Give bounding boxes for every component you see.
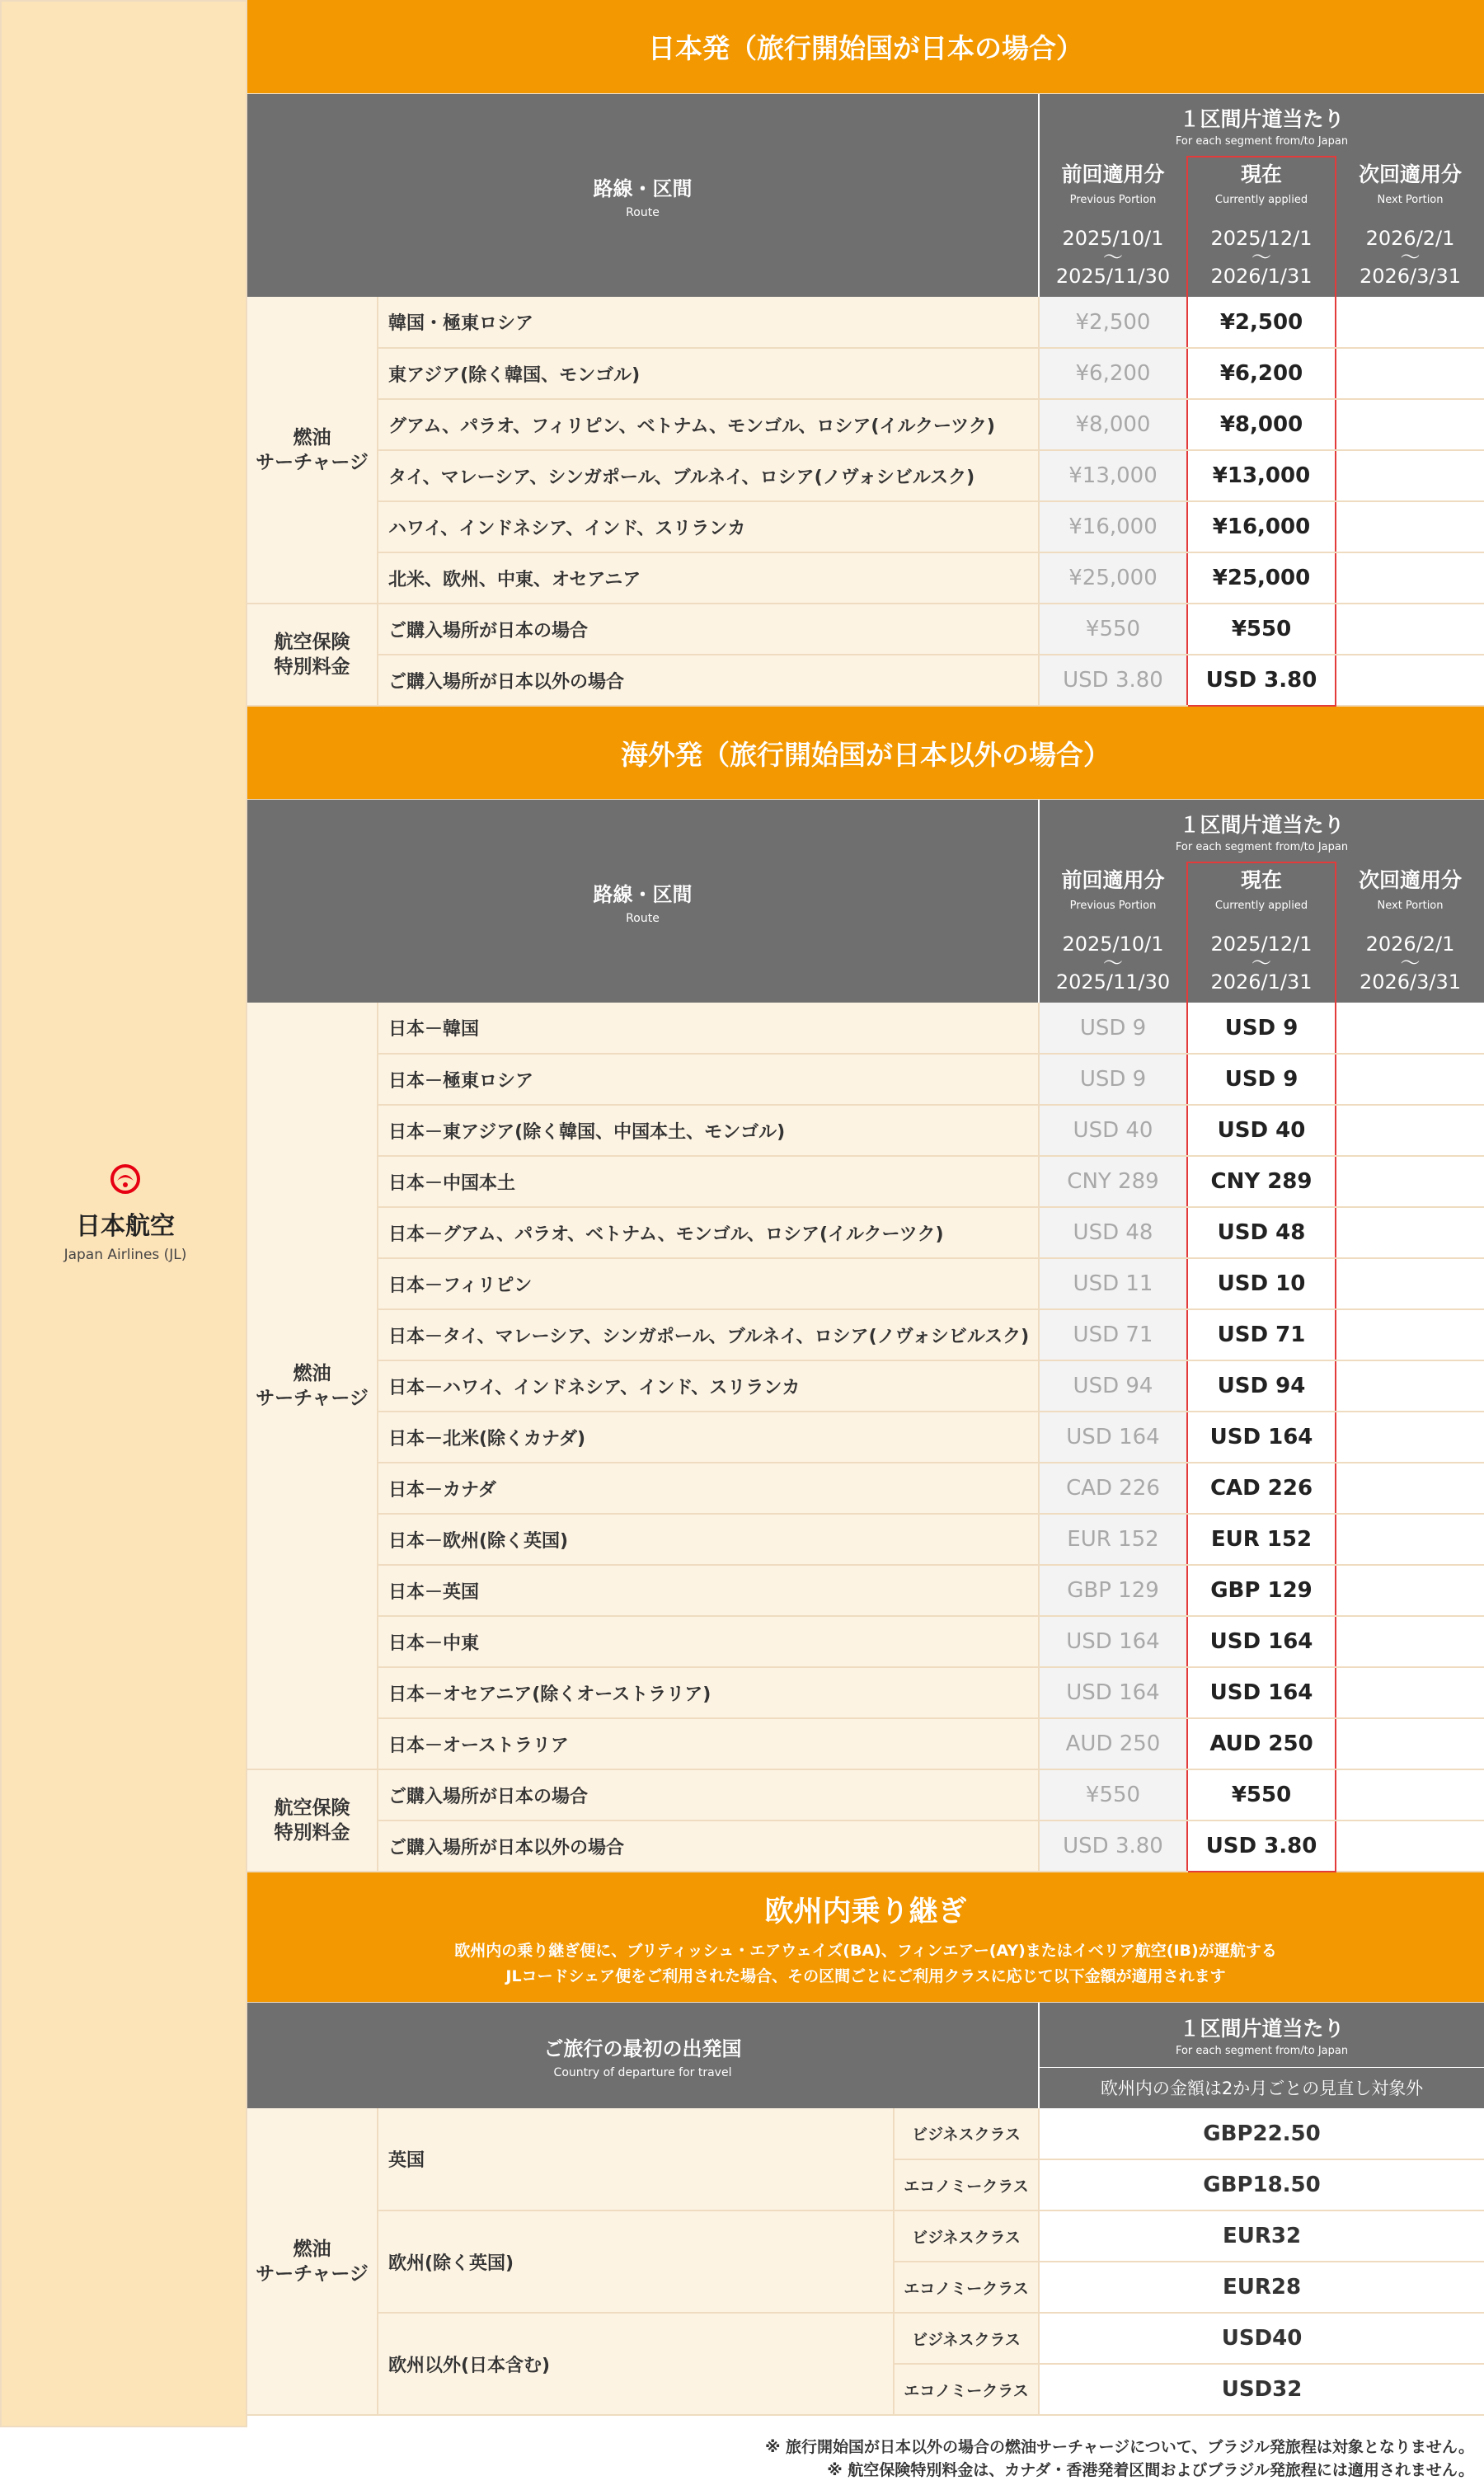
table-row	[247, 450, 1484, 501]
next-amount	[1336, 604, 1484, 655]
table-row	[247, 1360, 1484, 1412]
insurance-fee-label: 航空保険 特別料金	[247, 1769, 378, 1872]
segment-header	[1039, 94, 1484, 157]
section-title-europe-connection	[247, 1872, 1484, 2003]
crane-logo-icon	[109, 1163, 142, 1199]
previous-amount: ¥8,000	[1039, 399, 1187, 450]
next-amount	[1336, 297, 1484, 348]
previous-amount: USD 40	[1039, 1105, 1187, 1156]
current-amount: USD 9	[1187, 1054, 1336, 1105]
period-to: 2026/1/31	[1210, 970, 1313, 994]
current-amount: ¥2,500	[1187, 297, 1336, 348]
footnote: ※ 旅行開始国が日本以外の場合の燃油サーチャージについて、ブラジル発旅程は対象となりません。	[764, 2438, 1474, 2456]
period-from: 2025/10/1	[1062, 227, 1164, 250]
previous-amount: ¥13,000	[1039, 450, 1187, 501]
departure-country-header	[247, 2003, 1039, 2108]
table-row	[247, 1309, 1484, 1360]
table-row	[247, 1718, 1484, 1769]
next-amount	[1336, 1514, 1484, 1565]
surcharge-tables	[247, 0, 1484, 2416]
period-tilde: ～	[1103, 246, 1123, 269]
table-row	[247, 655, 1484, 706]
previous-label-en: Previous Portion	[1069, 899, 1157, 912]
previous-amount: USD 9	[1039, 1003, 1187, 1054]
next-amount	[1336, 1821, 1484, 1872]
next-label-en: Next Portion	[1377, 193, 1444, 206]
period-tilde: ～	[1252, 951, 1271, 975]
fuel-surcharge-label: 燃油 サーチャージ	[247, 297, 378, 604]
current-label-en: Currently applied	[1214, 900, 1308, 912]
table-row	[247, 1105, 1484, 1156]
next-amount	[1336, 1769, 1484, 1821]
segment-header-en: For each segment from/to Japan	[1175, 840, 1349, 853]
next-amount	[1336, 501, 1484, 552]
previous-period	[1039, 923, 1187, 1003]
insurance-fee-label: 航空保険 特別料金	[247, 604, 378, 706]
period-from: 2025/12/1	[1210, 227, 1313, 250]
previous-amount: USD 71	[1039, 1309, 1187, 1360]
route-cell: ご購入場所が日本の場合	[378, 1769, 1039, 1821]
route-cell: ご購入場所が日本以外の場合	[378, 1821, 1039, 1872]
current-amount: EUR 152	[1187, 1514, 1336, 1565]
previous-amount: CAD 226	[1039, 1463, 1187, 1514]
next-amount	[1336, 1258, 1484, 1309]
route-cell: 日本－英国	[378, 1565, 1039, 1616]
route-cell: タイ、マレーシア、シンガポール、ブルネイ、ロシア(ノヴォシビルスク)	[378, 450, 1039, 501]
next-amount	[1336, 348, 1484, 399]
departure-country-en: Country of departure for travel	[553, 2065, 732, 2079]
current-label: 現在	[1240, 162, 1282, 186]
next-amount	[1336, 1412, 1484, 1463]
table-row	[247, 1514, 1484, 1565]
route-header-en: Route	[626, 205, 660, 219]
table-row	[247, 297, 1484, 348]
segment-header-label: １区間片道当たり	[1179, 812, 1345, 837]
table-row	[247, 2210, 1484, 2262]
next-amount	[1336, 450, 1484, 501]
segment-header	[1039, 800, 1484, 862]
table-row	[247, 399, 1484, 450]
previous-amount: ¥550	[1039, 604, 1187, 655]
route-cell: 日本－韓国	[378, 1003, 1039, 1054]
previous-label: 前回適用分	[1061, 162, 1165, 186]
current-amount: USD 3.80	[1187, 1821, 1336, 1872]
section-title-text: 海外発（旅行開始国が日本以外の場合）	[621, 738, 1111, 771]
table-row	[247, 2108, 1484, 2159]
route-cell: 日本－東アジア(除く韓国、中国本土、モンゴル)	[378, 1105, 1039, 1156]
table-row	[247, 1156, 1484, 1207]
current-amount: USD 40	[1187, 1105, 1336, 1156]
previous-amount: ¥2,500	[1039, 297, 1187, 348]
table-japan-departure	[247, 94, 1484, 707]
departure-country-label: ご旅行の最初の出発国	[543, 2037, 742, 2060]
period-to: 2025/11/30	[1055, 970, 1171, 994]
previous-amount: USD 48	[1039, 1207, 1187, 1258]
route-cell: 日本－北米(除くカナダ)	[378, 1412, 1039, 1463]
next-amount	[1336, 399, 1484, 450]
section-title-text: 欧州内乗り継ぎ	[764, 1895, 967, 1929]
previous-amount: USD 164	[1039, 1616, 1187, 1667]
route-cell: 日本－タイ、マレーシア、シンガポール、ブルネイ、ロシア(ノヴォシビルスク)	[378, 1309, 1039, 1360]
previous-amount: ¥25,000	[1039, 552, 1187, 604]
previous-period	[1039, 218, 1187, 297]
route-cell: 日本－フィリピン	[378, 1258, 1039, 1309]
current-amount: GBP 129	[1187, 1565, 1336, 1616]
next-amount	[1336, 1105, 1484, 1156]
fuel-surcharge-label: 燃油 サーチャージ	[247, 2108, 378, 2415]
table-row	[247, 552, 1484, 604]
segment-header-label: １区間片道当たり	[1179, 106, 1345, 131]
current-period	[1187, 218, 1336, 297]
previous-amount: USD 9	[1039, 1054, 1187, 1105]
section-title-overseas-departure	[247, 707, 1484, 800]
previous-label: 前回適用分	[1061, 867, 1165, 892]
period-tilde: ～	[1103, 951, 1123, 975]
route-cell: 日本－ハワイ、インドネシア、インド、スリランカ	[378, 1360, 1039, 1412]
next-amount	[1336, 1463, 1484, 1514]
route-header-en: Route	[626, 911, 660, 925]
previous-amount: USD 164	[1039, 1667, 1187, 1718]
route-cell: 日本－グアム、パラオ、ベトナム、モンゴル、ロシア(イルクーツク)	[378, 1207, 1039, 1258]
period-tilde: ～	[1400, 951, 1421, 975]
route-cell: 日本－カナダ	[378, 1463, 1039, 1514]
next-amount	[1336, 1616, 1484, 1667]
next-header	[1336, 157, 1484, 218]
table-row	[247, 1412, 1484, 1463]
current-amount: USD 164	[1187, 1667, 1336, 1718]
departure-country: 英国	[378, 2108, 894, 2210]
route-header	[247, 800, 1039, 1003]
previous-amount: USD 3.80	[1039, 655, 1187, 706]
current-amount: CNY 289	[1187, 1156, 1336, 1207]
next-amount	[1336, 1565, 1484, 1616]
current-amount: ¥550	[1187, 1769, 1336, 1821]
route-header-label: 路線・区間	[593, 882, 693, 906]
table-row	[247, 1616, 1484, 1667]
fuel-surcharge-label: 燃油 サーチャージ	[247, 1003, 378, 1769]
current-amount: ¥25,000	[1187, 552, 1336, 604]
current-period	[1187, 923, 1336, 1003]
period-to: 2026/1/31	[1210, 265, 1313, 288]
table-row	[247, 501, 1484, 552]
next-period	[1336, 218, 1484, 297]
period-tilde: ～	[1252, 246, 1271, 269]
next-amount	[1336, 1207, 1484, 1258]
route-cell: 日本－極東ロシア	[378, 1054, 1039, 1105]
table-row	[247, 1463, 1484, 1514]
next-amount	[1336, 1667, 1484, 1718]
airline-name-en: Japan Airlines (JL)	[63, 1247, 187, 1263]
current-header	[1187, 862, 1336, 923]
current-amount: USD 94	[1187, 1360, 1336, 1412]
route-header	[247, 94, 1039, 297]
surcharge-amount: USD40	[1039, 2313, 1484, 2364]
section-title-japan-departure	[247, 0, 1484, 94]
period-tilde: ～	[1400, 246, 1421, 269]
current-label: 現在	[1240, 868, 1282, 892]
route-cell: ご購入場所が日本の場合	[378, 604, 1039, 655]
route-cell: 日本－オーストラリア	[378, 1718, 1039, 1769]
route-cell: 東アジア(除く韓国、モンゴル)	[378, 348, 1039, 399]
current-amount: ¥13,000	[1187, 450, 1336, 501]
current-label-en: Currently applied	[1214, 194, 1308, 206]
segment-header-en: For each segment from/to Japan	[1175, 134, 1349, 148]
route-cell: 日本－中国本土	[378, 1156, 1039, 1207]
cabin-class: ビジネスクラス	[894, 2313, 1039, 2364]
next-amount	[1336, 552, 1484, 604]
next-header	[1336, 862, 1484, 923]
current-header	[1187, 157, 1336, 218]
section-desc-line1: 欧州内の乗り継ぎ便に、ブリティッシュ・エアウェイズ(BA)、フィンエアー(AY)またはイベリア航空(IB)が運航する	[454, 1941, 1277, 1960]
table-row	[247, 604, 1484, 655]
route-cell: ご購入場所が日本以外の場合	[378, 655, 1039, 706]
current-amount: ¥8,000	[1187, 399, 1336, 450]
previous-amount: USD 3.80	[1039, 1821, 1187, 1872]
period-to: 2025/11/30	[1055, 265, 1171, 288]
previous-label-en: Previous Portion	[1069, 193, 1157, 206]
period-to: 2026/3/31	[1359, 265, 1462, 288]
surcharge-amount: USD32	[1039, 2364, 1484, 2415]
current-amount: USD 9	[1187, 1003, 1336, 1054]
route-cell: グアム、パラオ、フィリピン、ベトナム、モンゴル、ロシア(イルクーツク)	[378, 399, 1039, 450]
current-amount: USD 164	[1187, 1616, 1336, 1667]
next-amount	[1336, 1054, 1484, 1105]
table-row	[247, 1207, 1484, 1258]
section-desc-line2: JLコードシェア便をご利用された場合、その区間ごとにご利用クラスに応じて以下金額が適用されます	[505, 1966, 1226, 1985]
surcharge-amount: GBP18.50	[1039, 2159, 1484, 2210]
next-amount	[1336, 1309, 1484, 1360]
current-amount: USD 71	[1187, 1309, 1336, 1360]
previous-amount: CNY 289	[1039, 1156, 1187, 1207]
segment-header-en: For each segment from/to Japan	[1175, 2044, 1349, 2057]
previous-header	[1039, 157, 1187, 218]
period-from: 2025/12/1	[1210, 933, 1313, 956]
route-cell: 日本－欧州(除く英国)	[378, 1514, 1039, 1565]
cabin-class: ビジネスクラス	[894, 2108, 1039, 2159]
cabin-class: エコノミークラス	[894, 2159, 1039, 2210]
period-from: 2026/2/1	[1365, 227, 1455, 250]
segment-header	[1039, 2003, 1484, 2067]
previous-amount: ¥16,000	[1039, 501, 1187, 552]
table-row	[247, 1769, 1484, 1821]
current-amount: ¥6,200	[1187, 348, 1336, 399]
previous-amount: USD 11	[1039, 1258, 1187, 1309]
segment-header-label: １区間片道当たり	[1179, 2016, 1345, 2041]
departure-country: 欧州以外(日本含む)	[378, 2313, 894, 2415]
table-row	[247, 2313, 1484, 2364]
table-row	[247, 348, 1484, 399]
table-row	[247, 1258, 1484, 1309]
table-overseas-departure	[247, 800, 1484, 1872]
next-amount	[1336, 1003, 1484, 1054]
current-amount: USD 48	[1187, 1207, 1336, 1258]
airline-column	[0, 0, 247, 2427]
route-cell: 韓国・極東ロシア	[378, 297, 1039, 348]
route-cell: 日本－中東	[378, 1616, 1039, 1667]
route-header-label: 路線・区間	[593, 176, 693, 200]
airline-name: 日本航空	[76, 1212, 175, 1241]
next-label: 次回適用分	[1359, 162, 1463, 186]
footnotes	[765, 2436, 1474, 2482]
review-note: 欧州内の金額は2か月ごとの見直し対象外	[1039, 2067, 1484, 2108]
next-amount	[1336, 1156, 1484, 1207]
period-to: 2026/3/31	[1359, 970, 1462, 994]
route-cell: 北米、欧州、中東、オセアニア	[378, 552, 1039, 604]
surcharge-amount: EUR32	[1039, 2210, 1484, 2262]
period-from: 2026/2/1	[1365, 933, 1455, 956]
next-amount	[1336, 1718, 1484, 1769]
surcharge-amount: EUR28	[1039, 2262, 1484, 2313]
previous-amount: EUR 152	[1039, 1514, 1187, 1565]
table-row	[247, 1821, 1484, 1872]
next-label: 次回適用分	[1359, 867, 1463, 892]
current-amount: USD 3.80	[1187, 655, 1336, 706]
table-europe-connection	[247, 2003, 1484, 2416]
period-from: 2025/10/1	[1062, 933, 1164, 956]
previous-amount: AUD 250	[1039, 1718, 1187, 1769]
current-amount: USD 10	[1187, 1258, 1336, 1309]
previous-amount: ¥550	[1039, 1769, 1187, 1821]
current-amount: CAD 226	[1187, 1463, 1336, 1514]
previous-amount: USD 94	[1039, 1360, 1187, 1412]
next-amount	[1336, 1360, 1484, 1412]
previous-amount: GBP 129	[1039, 1565, 1187, 1616]
cabin-class: エコノミークラス	[894, 2364, 1039, 2415]
previous-header	[1039, 862, 1187, 923]
next-period	[1336, 923, 1484, 1003]
table-row	[247, 1054, 1484, 1105]
table-row	[247, 1003, 1484, 1054]
previous-amount: USD 164	[1039, 1412, 1187, 1463]
table-row	[247, 1565, 1484, 1616]
current-amount: ¥550	[1187, 604, 1336, 655]
previous-amount: ¥6,200	[1039, 348, 1187, 399]
cabin-class: ビジネスクラス	[894, 2210, 1039, 2262]
current-amount: ¥16,000	[1187, 501, 1336, 552]
airline-logo-block	[2, 1163, 249, 1263]
current-amount: USD 164	[1187, 1412, 1336, 1463]
route-cell: ハワイ、インドネシア、インド、スリランカ	[378, 501, 1039, 552]
next-label-en: Next Portion	[1377, 899, 1444, 912]
next-amount	[1336, 655, 1484, 706]
cabin-class: エコノミークラス	[894, 2262, 1039, 2313]
departure-country: 欧州(除く英国)	[378, 2210, 894, 2313]
current-amount: AUD 250	[1187, 1718, 1336, 1769]
section-title-text: 日本発（旅行開始国が日本の場合）	[648, 32, 1083, 64]
surcharge-amount: GBP22.50	[1039, 2108, 1484, 2159]
table-row	[247, 1667, 1484, 1718]
route-cell: 日本－オセアニア(除くオーストラリア)	[378, 1667, 1039, 1718]
footnote: ※ 航空保険特別料金は、カナダ・香港発着区間およびブラジル発旅程には適用されません。	[827, 2461, 1474, 2479]
